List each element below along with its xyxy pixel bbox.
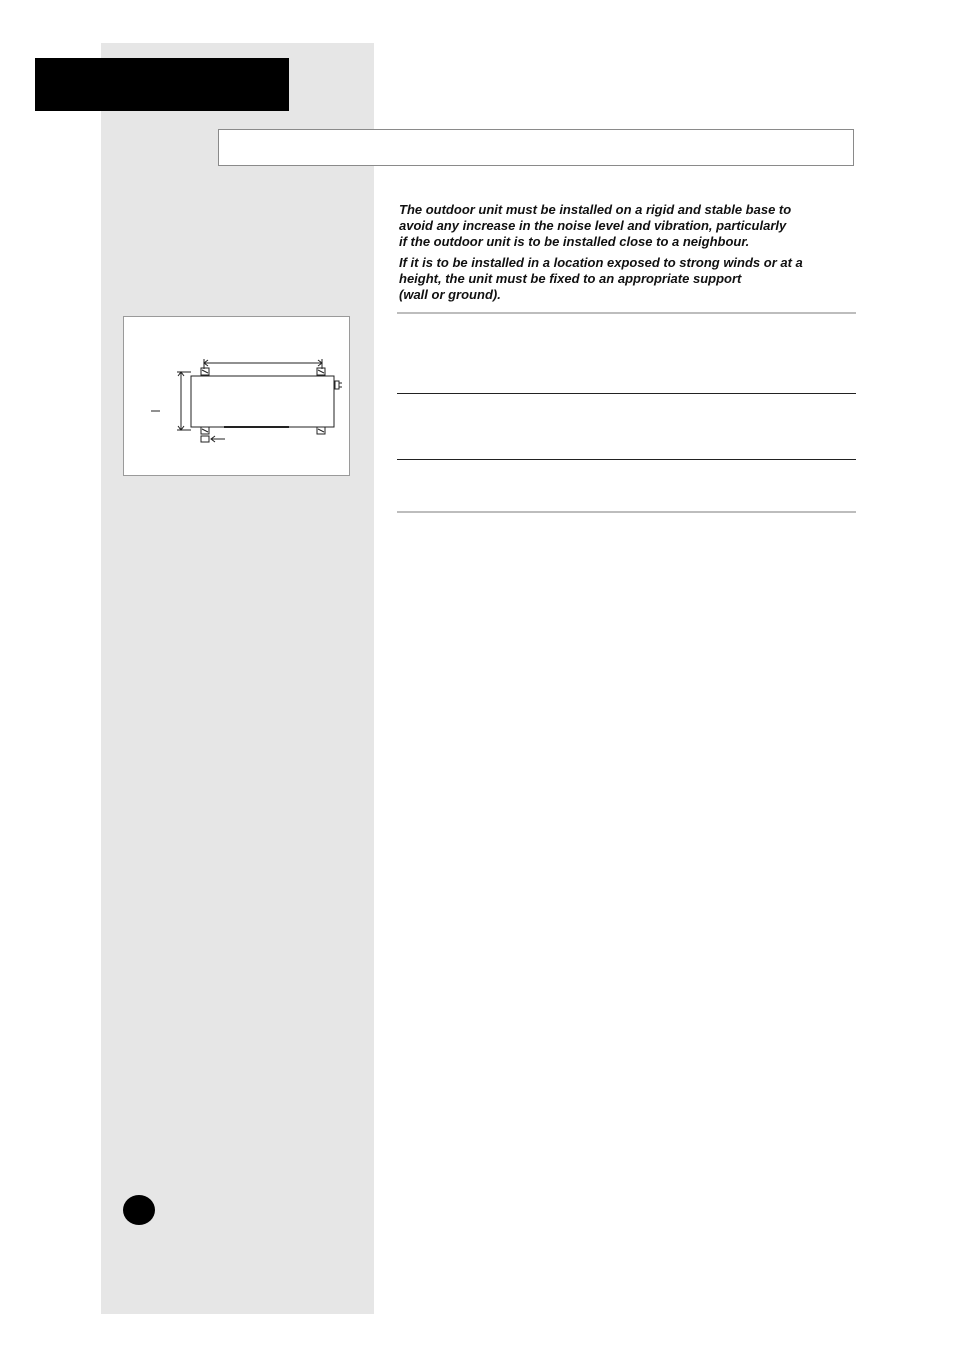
divider-bottom [397, 511, 856, 513]
divider-middle-1 [397, 393, 856, 394]
section-title-box [218, 129, 854, 166]
section-header-block [35, 58, 289, 111]
unit-body [191, 376, 334, 427]
intro-paragraph-1: The outdoor unit must be installed on a rigid and stable base to avoid any increase in the noise level and vibration, particularly if the outdoor unit is to be installed close to a neighbour. [399, 202, 792, 249]
divider-middle-2 [397, 459, 856, 460]
page-number-badge [123, 1195, 155, 1225]
intro-paragraph-2: If it is to be installed in a location exposed to strong winds or at a height, the unit must be fixed to an appropriate support (wall or ground). [399, 255, 803, 302]
side-band [101, 43, 374, 1314]
intro-text [399, 202, 859, 308]
mounting-figure [123, 316, 350, 476]
outdoor-unit-mounting-diagram-icon [124, 317, 349, 475]
divider-top [397, 312, 856, 314]
